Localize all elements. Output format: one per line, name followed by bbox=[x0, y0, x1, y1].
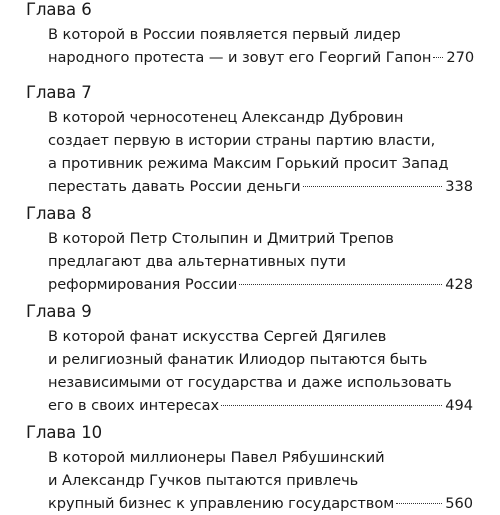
chapter-description bbox=[48, 446, 473, 515]
description-last-line bbox=[48, 492, 473, 515]
chapter-label: Глава 6 bbox=[26, 0, 92, 19]
chapter-label: Глава 10 bbox=[26, 423, 102, 442]
description-line: и Александр Гучков пытаются привлечь bbox=[48, 472, 359, 489]
description-last-line bbox=[48, 46, 473, 69]
toc-entry-chapter-8[interactable] bbox=[26, 203, 476, 296]
description-line: реформирования России bbox=[48, 276, 238, 293]
description-line: его в своих интересах bbox=[48, 397, 220, 414]
description-line: крупный бизнес к управлению государством bbox=[48, 495, 395, 512]
description-line: В которой фанат искусства Сергей Дягилев bbox=[48, 328, 387, 345]
description-line: независимыми от государства и даже использовать bbox=[48, 374, 452, 391]
description-line: предлагают два альтернативных пути bbox=[48, 253, 346, 270]
page-number[interactable]: 270 bbox=[446, 49, 475, 66]
description-line: перестать давать России деньги bbox=[48, 178, 301, 195]
chapter-description bbox=[48, 227, 473, 296]
chapter-label: Глава 9 bbox=[26, 302, 92, 321]
toc-entry-chapter-9[interactable] bbox=[26, 301, 476, 417]
description-line: В которой миллионеры Павел Рябушинский bbox=[48, 449, 385, 466]
dot-leader bbox=[433, 57, 443, 58]
description-line: а противник режима Максим Горький просит Запад bbox=[48, 155, 449, 172]
toc-entry-chapter-7[interactable] bbox=[26, 82, 476, 198]
description-line: В которой в России появляется первый лидер bbox=[48, 26, 401, 43]
description-last-line bbox=[48, 175, 473, 198]
description-line: В которой черносотенец Александр Дубровин bbox=[48, 109, 404, 126]
page-number[interactable]: 494 bbox=[445, 397, 473, 414]
description-last-line bbox=[48, 394, 473, 417]
toc-entry-chapter-6[interactable] bbox=[26, 0, 476, 69]
chapter-description bbox=[48, 325, 473, 417]
description-line: создает первую в истории страны партию власти, bbox=[48, 132, 436, 149]
dot-leader bbox=[396, 503, 442, 504]
description-line: и религиозный фанатик Илиодор пытаются быть bbox=[48, 351, 428, 368]
page-number[interactable]: 428 bbox=[445, 276, 473, 293]
chapter-description bbox=[48, 106, 473, 198]
page-number[interactable]: 338 bbox=[445, 178, 473, 195]
description-line: народного протеста — и зовут его Георгий Гапон bbox=[48, 49, 432, 66]
page-number[interactable]: 560 bbox=[445, 495, 473, 512]
chapter-description bbox=[48, 23, 473, 69]
description-last-line bbox=[48, 273, 473, 296]
dot-leader bbox=[303, 186, 443, 187]
chapter-label: Глава 7 bbox=[26, 83, 92, 102]
toc-entry-chapter-10[interactable] bbox=[26, 422, 476, 515]
dot-leader bbox=[239, 284, 442, 285]
description-line: В которой Петр Столыпин и Дмитрий Трепов bbox=[48, 230, 394, 247]
dot-leader bbox=[221, 405, 442, 406]
chapter-label: Глава 8 bbox=[26, 204, 92, 223]
